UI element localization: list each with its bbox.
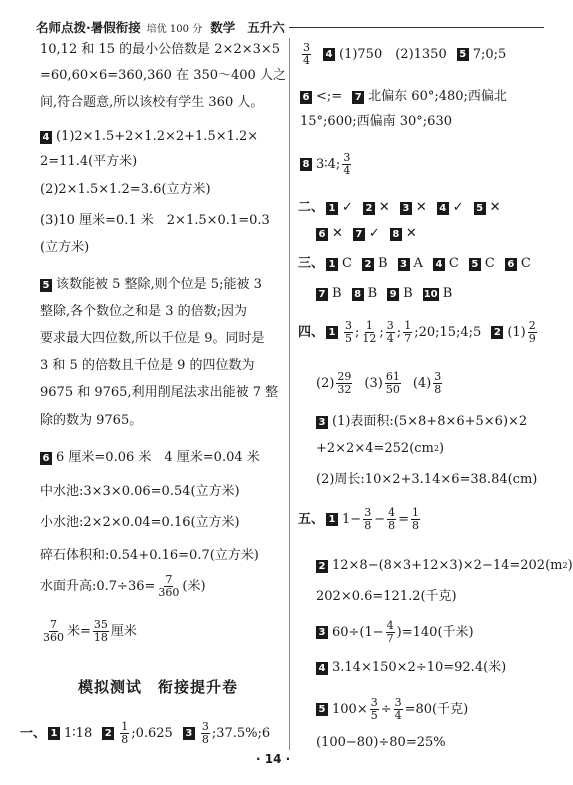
question-number: 3 (183, 727, 195, 740)
answer-text: )=140(千米) (396, 624, 474, 640)
question-number: 5 (474, 202, 486, 215)
question-number: 4 (433, 258, 445, 271)
answer-text: ;0.625 (131, 725, 173, 741)
section-5-q2 (316, 558, 573, 574)
question-number: 8 (300, 158, 312, 171)
answer-text: =80(千克) (404, 701, 469, 717)
denominator: 360 (43, 631, 64, 644)
section-label: 一、 (20, 725, 47, 741)
numerator: 3 (201, 720, 209, 733)
numerator: 3 (345, 319, 353, 332)
question-number: 3 (316, 416, 328, 429)
section-label: 五、 (298, 511, 325, 527)
fraction (93, 619, 109, 644)
fraction (386, 320, 395, 345)
answer-mark: ✓ (342, 200, 353, 215)
numerator: 3 (386, 319, 394, 332)
numerator: 29 (337, 370, 352, 383)
text-line: (2)2×1.5×1.2=3.6(立方米) (40, 182, 211, 197)
answer-text: 该数能被 5 整除,则个位是 5;能被 3 (56, 277, 262, 292)
question-number: 3 (400, 202, 412, 215)
answer-text: (1)750 (2)1350 (339, 46, 447, 62)
question-number: 3 (316, 626, 328, 639)
question-number: 2 (491, 326, 503, 339)
question-4 (40, 129, 258, 145)
section-5-q1 (298, 507, 422, 532)
text-line: 202×0.6=121.2(千克) (316, 589, 457, 604)
question-number: 10 (423, 288, 438, 300)
question-number: 1 (326, 202, 338, 215)
section-label: 二、 (298, 200, 325, 215)
answer-mark: ✓ (452, 200, 464, 215)
question-6 (40, 450, 260, 466)
text-line: (立方米) (40, 240, 90, 255)
formula-text: 米= (67, 623, 91, 639)
fraction (394, 697, 403, 722)
formula-line (40, 619, 137, 644)
question-number: 5 (457, 48, 469, 61)
question-number: 8 (352, 288, 364, 301)
section-2-row-2 (316, 226, 417, 242)
text-line: 9675 和 9765,利用削尾法求出能被 7 整 (40, 385, 279, 400)
section-label: 三、 (298, 256, 325, 271)
header-series: 名师点拨·暑假衔接 (36, 20, 141, 35)
fraction (387, 507, 396, 532)
question-number: 1 (48, 727, 60, 740)
answer-text: (1)2×1.5+2×1.2×2+1.5×1.2× (56, 129, 259, 144)
answer-text: (2) (316, 375, 335, 391)
answer-text: 3∶4; (316, 156, 341, 172)
fraction (42, 619, 65, 644)
answer-text: 7;0;5 (472, 46, 507, 62)
section-4-q1-q2: 四、 1 $\frac{3}{5}$ ; $\frac{1}{12}$ ; $\frac{3}{4}$ ; $\frac{1}{7}$ ;20;15;4;5 2 (1) $\frac{2}{9}$ (298, 319, 536, 345)
denominator: 9 (528, 332, 536, 345)
answer-text: (1)表面积:(5×8+8×6+5×6)×2 (332, 414, 528, 429)
answer-line (300, 42, 506, 67)
question-number: 4 (40, 131, 52, 144)
question-number: 7 (353, 228, 365, 241)
denominator: 50 (385, 383, 400, 396)
column-divider (289, 38, 290, 750)
question-number: 5 (316, 703, 328, 716)
fraction (403, 320, 412, 345)
text-line: (3)10 厘米=0.1 米 2×1.5×0.1=0.3 (40, 213, 270, 228)
answer-line (300, 89, 507, 105)
text-line: (100−80)÷80=25% (316, 735, 446, 750)
fraction (411, 507, 420, 532)
text-line: 除的数为 9765。 (40, 413, 143, 428)
denominator: 4 (343, 164, 351, 177)
header-subject: 数学 (210, 20, 236, 35)
text-line: =60,60×6=360,360 在 350～400 人之 (40, 68, 286, 83)
numerator: 61 (385, 370, 400, 383)
numerator: 1 (365, 319, 373, 332)
text-line: 中水池:3×3×0.06=0.54(立方米) (40, 484, 240, 499)
question-number: 6 (300, 91, 312, 104)
question-number: 7 (316, 288, 328, 301)
answer-text: A (413, 256, 423, 271)
section-title: 模拟测试 衔接提升卷 (78, 678, 239, 696)
denominator: 7 (386, 632, 394, 645)
answer-text: C (342, 256, 352, 271)
numerator: 3 (434, 370, 442, 383)
denominator: 8 (434, 383, 442, 396)
question-number: 6 (505, 258, 517, 271)
question-number: 4 (316, 662, 328, 675)
answer-text: 北偏东 60°;480;西偏北 (368, 89, 507, 104)
fraction (344, 320, 353, 345)
answer-text: B (367, 286, 378, 301)
text-line: 整除,各个数位之和是 3 的倍数;因为 (40, 304, 248, 319)
numerator: 1 (412, 506, 419, 519)
answer-text: C (448, 256, 459, 271)
question-number: 5 (40, 279, 52, 292)
fraction (342, 152, 351, 177)
answer-mark: ✕ (489, 200, 501, 215)
numerator: 35 (93, 618, 108, 631)
question-number: 5 (469, 258, 481, 271)
section-5-q5 (316, 697, 468, 722)
question-number: 7 (352, 91, 364, 104)
denominator: 18 (93, 631, 108, 644)
formula-text: 厘米 (110, 623, 137, 639)
answer-text: 60÷(1− (332, 624, 384, 640)
fraction (336, 371, 352, 396)
section-2-row-1 (298, 200, 501, 216)
numerator: 4 (388, 506, 396, 519)
answer-text: ) (567, 558, 573, 573)
denominator: 5 (370, 709, 378, 722)
section-5-q4 (316, 660, 506, 676)
question-number: 2 (363, 202, 375, 215)
answer-mark: ✕ (332, 226, 343, 241)
fraction (370, 697, 379, 722)
denominator: 8 (388, 519, 396, 532)
answer-text: (3) (364, 375, 383, 391)
answer-text: 12×8−(8×3+12×3)×2−14=202(m (332, 558, 563, 573)
answer-mark: ✕ (405, 226, 417, 241)
denominator: 8 (364, 519, 372, 532)
answer-text: 3.14×150×2÷10=92.4(米) (332, 660, 507, 675)
question-number: 9 (387, 288, 399, 301)
fraction (120, 721, 129, 746)
text-line: 3 和 5 的倍数且千位是 9 的四位数为 (40, 358, 255, 373)
question-number: 1 (326, 513, 338, 526)
text-line: 小水池:2×2×0.04=0.16(立方米) (40, 515, 240, 530)
fraction (433, 371, 442, 396)
numerator: 3 (303, 41, 310, 54)
answer-text: (1) (507, 324, 526, 340)
section-3-row-1 (298, 256, 531, 272)
answer-text: − (374, 511, 386, 527)
answer-text: B (332, 286, 342, 301)
answer-text: ;37.5%;6 (211, 725, 271, 741)
answer-text: C (520, 256, 531, 271)
answer-text: = (398, 511, 409, 527)
answer-text: <;= (316, 89, 343, 104)
section-1-answers (20, 721, 270, 746)
answer-text: B (377, 256, 388, 271)
fraction (302, 42, 311, 67)
formula-line (40, 574, 206, 599)
header-tagline: 培优 100 分 (146, 23, 203, 35)
fraction (201, 721, 210, 746)
text-line: 间,符合题意,所以该校有学生 360 人。 (40, 95, 264, 110)
numerator: 3 (370, 696, 378, 709)
answer-mark: ✕ (415, 200, 427, 215)
fraction (385, 371, 401, 396)
answer-text: ;20;15;4;5 (414, 324, 482, 340)
formula-text: (米) (182, 578, 206, 594)
numerator: 4 (386, 619, 394, 632)
numerator: 1 (404, 319, 412, 332)
question-number: 1 (326, 326, 338, 339)
section-4-q3 (316, 414, 527, 430)
question-number: 2 (102, 727, 114, 740)
text-line: 碎石体积和:0.54+0.16=0.7(立方米) (40, 548, 259, 563)
denominator: 8 (412, 519, 419, 532)
answer-text: B (403, 286, 413, 301)
question-number: 2 (362, 258, 374, 271)
page-number: · 14 · (256, 752, 291, 766)
text-line: 2=11.4(平方米) (40, 154, 138, 169)
header-grade: 五升六 (247, 20, 285, 35)
section-5-q3 (316, 620, 474, 645)
fraction (386, 620, 395, 645)
fraction (363, 507, 372, 532)
answer-text: ÷ (380, 701, 392, 717)
numerator: 7 (165, 573, 173, 586)
page-header (36, 18, 544, 36)
answer-text: (4) (412, 375, 432, 391)
text-line (316, 441, 444, 457)
answer-text: +2×2×4=252(cm (316, 441, 434, 456)
answer-text: 1∶18 (64, 725, 93, 741)
question-number: 6 (316, 228, 328, 241)
denominator: 12 (362, 332, 377, 345)
question-number: 2 (316, 560, 328, 573)
question-number: 4 (437, 202, 449, 215)
question-5 (40, 277, 262, 293)
answer-line (300, 152, 353, 177)
superscript: 2 (433, 444, 439, 453)
denominator: 8 (121, 733, 129, 746)
denominator: 4 (386, 332, 394, 345)
numerator: 3 (364, 506, 372, 519)
denominator: 4 (394, 709, 402, 722)
numerator: 1 (121, 720, 129, 733)
text-line: (2)周长:10×2+3.14×6=38.84(cm) (316, 472, 538, 487)
denominator: 32 (337, 383, 352, 396)
denominator: 360 (158, 586, 180, 599)
formula-text: 水面升高:0.7÷36= (40, 578, 156, 594)
denominator: 7 (404, 332, 412, 345)
text-line: 要求最大四位数,所以千位是 9。同时是 (40, 331, 265, 346)
denominator: 4 (303, 54, 310, 67)
fraction (157, 574, 180, 599)
numerator: 2 (528, 319, 536, 332)
answer-text: 1− (342, 511, 362, 527)
numerator: 3 (394, 696, 402, 709)
superscript: 2 (562, 561, 568, 570)
denominator: 8 (201, 733, 209, 746)
numerator: 3 (343, 151, 351, 164)
section-4-q2-cont (316, 371, 444, 396)
answer-text: B (442, 286, 453, 301)
header-rule (289, 27, 544, 28)
section-label: 四、 (298, 324, 325, 340)
answer-text: 100× (332, 701, 368, 717)
numerator: 7 (50, 618, 57, 631)
fraction (528, 320, 537, 345)
text-line: 15°;600;西偏南 30°;630 (300, 114, 452, 129)
answer-text: ) (438, 441, 445, 456)
question-number: 3 (398, 258, 410, 271)
section-3-row-2 (316, 286, 452, 302)
answer-text: C (484, 256, 495, 271)
answer-text: 6 厘米=0.06 米 4 厘米=0.04 米 (56, 450, 260, 465)
answer-mark: ✕ (378, 200, 390, 215)
question-number: 1 (326, 258, 338, 271)
question-number: 8 (390, 228, 402, 241)
text-line: 10,12 和 15 的最小公倍数是 2×2×3×5 (40, 42, 281, 57)
question-number: 6 (40, 452, 52, 465)
denominator: 5 (345, 332, 353, 345)
answer-mark: ✓ (368, 226, 380, 241)
fraction (361, 320, 377, 345)
question-number: 4 (323, 48, 335, 61)
